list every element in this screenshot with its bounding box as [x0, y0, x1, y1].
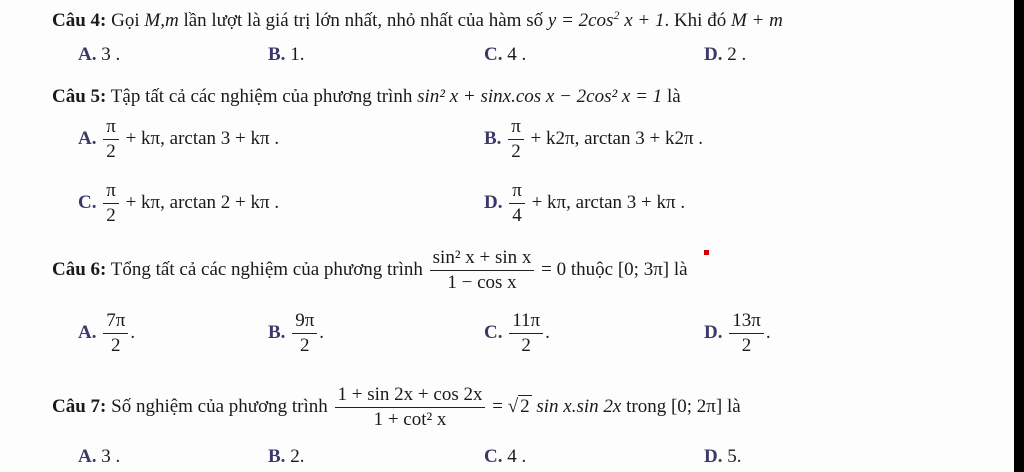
option-c[interactable]: C. 4 . — [484, 446, 527, 467]
option-b[interactable]: B. 2. — [268, 446, 305, 467]
question-text: lần lượt là giá trị lớn nhất, nhỏ nhất của hàm số — [183, 10, 544, 31]
option-a[interactable]: A. 3 . — [78, 446, 121, 467]
question-label: Câu 5: — [52, 86, 107, 107]
sqrt-expression: √ 2 — [507, 395, 530, 417]
formula: sin x.sin 2x — [536, 395, 622, 417]
option-d[interactable]: D. $\frac{13\pi}{2}$ . — [704, 310, 771, 356]
question-text: là — [666, 86, 681, 107]
equation-fraction: $\frac{\text{sin² x + sin x}}{\text{1 − cos x}}$ — [430, 247, 535, 294]
option-b[interactable]: B. $\frac{\pi}{2}$ + k2π, arctan 3 + k2π . — [484, 116, 704, 162]
option-a[interactable]: A. $\frac{\pi}{2}$ + kπ, arctan 3 + kπ . — [78, 116, 280, 162]
question-label: Câu 7: — [52, 395, 107, 417]
option-b[interactable]: B. $\frac{9\pi}{2}$ . — [268, 310, 325, 356]
option-d[interactable]: D. 2 . — [704, 44, 747, 65]
option-a[interactable]: A. 3 . — [78, 44, 121, 65]
red-mark — [704, 250, 709, 255]
question-text: Tổng tất cả các nghiệm của phương trình — [110, 258, 423, 280]
equation-rhs: = 0 — [541, 258, 567, 280]
option-c[interactable]: C. $\frac{11\pi}{2}$ . — [484, 310, 550, 356]
equation-eq: = — [492, 395, 503, 417]
question-text: Số nghiệm của phương trình — [111, 395, 328, 417]
option-b[interactable]: B. 1. — [268, 44, 305, 65]
question-text: thuộc — [570, 258, 614, 280]
interval: [0; 2π] — [670, 395, 723, 417]
option-c[interactable]: C. 4 . — [484, 44, 527, 65]
equation-fraction: $\frac{1 + \sin 2x + \cos 2x}{\text{1 + cot² x}}$ — [335, 384, 486, 431]
question-6 — [52, 247, 688, 294]
question-label: Câu 4: — [52, 10, 107, 31]
formula: sin² x + sinx.cos x − 2cos² x = 1 — [417, 86, 663, 107]
interval: [0; 3π] — [617, 258, 670, 280]
question-7 — [52, 384, 741, 431]
formula: $y = 2\cos^2$ x + 1 — [547, 8, 665, 31]
variables: M,m — [144, 10, 179, 31]
question-text: . Khi đó — [664, 10, 727, 31]
option-c[interactable]: C. $\frac{\pi}{2}$ + kπ, arctan 2 + kπ . — [78, 180, 280, 226]
question-text: Tập tất cả các nghiệm của phương trình — [110, 86, 413, 107]
option-a[interactable]: A. $\frac{7\pi}{2}$ . — [78, 310, 136, 356]
question-5 — [52, 86, 681, 108]
question-text: là — [673, 258, 688, 280]
option-d[interactable]: D. 5. — [704, 446, 742, 467]
question-text: trong — [626, 395, 667, 417]
question-4 — [52, 8, 783, 32]
question-text: Gọi — [111, 10, 140, 31]
formula: M + m — [730, 10, 783, 31]
option-d[interactable]: D. $\frac{\pi}{4}$ + kπ, arctan 3 + kπ . — [484, 180, 686, 226]
question-text: là — [726, 395, 741, 417]
question-label: Câu 6: — [52, 258, 107, 280]
